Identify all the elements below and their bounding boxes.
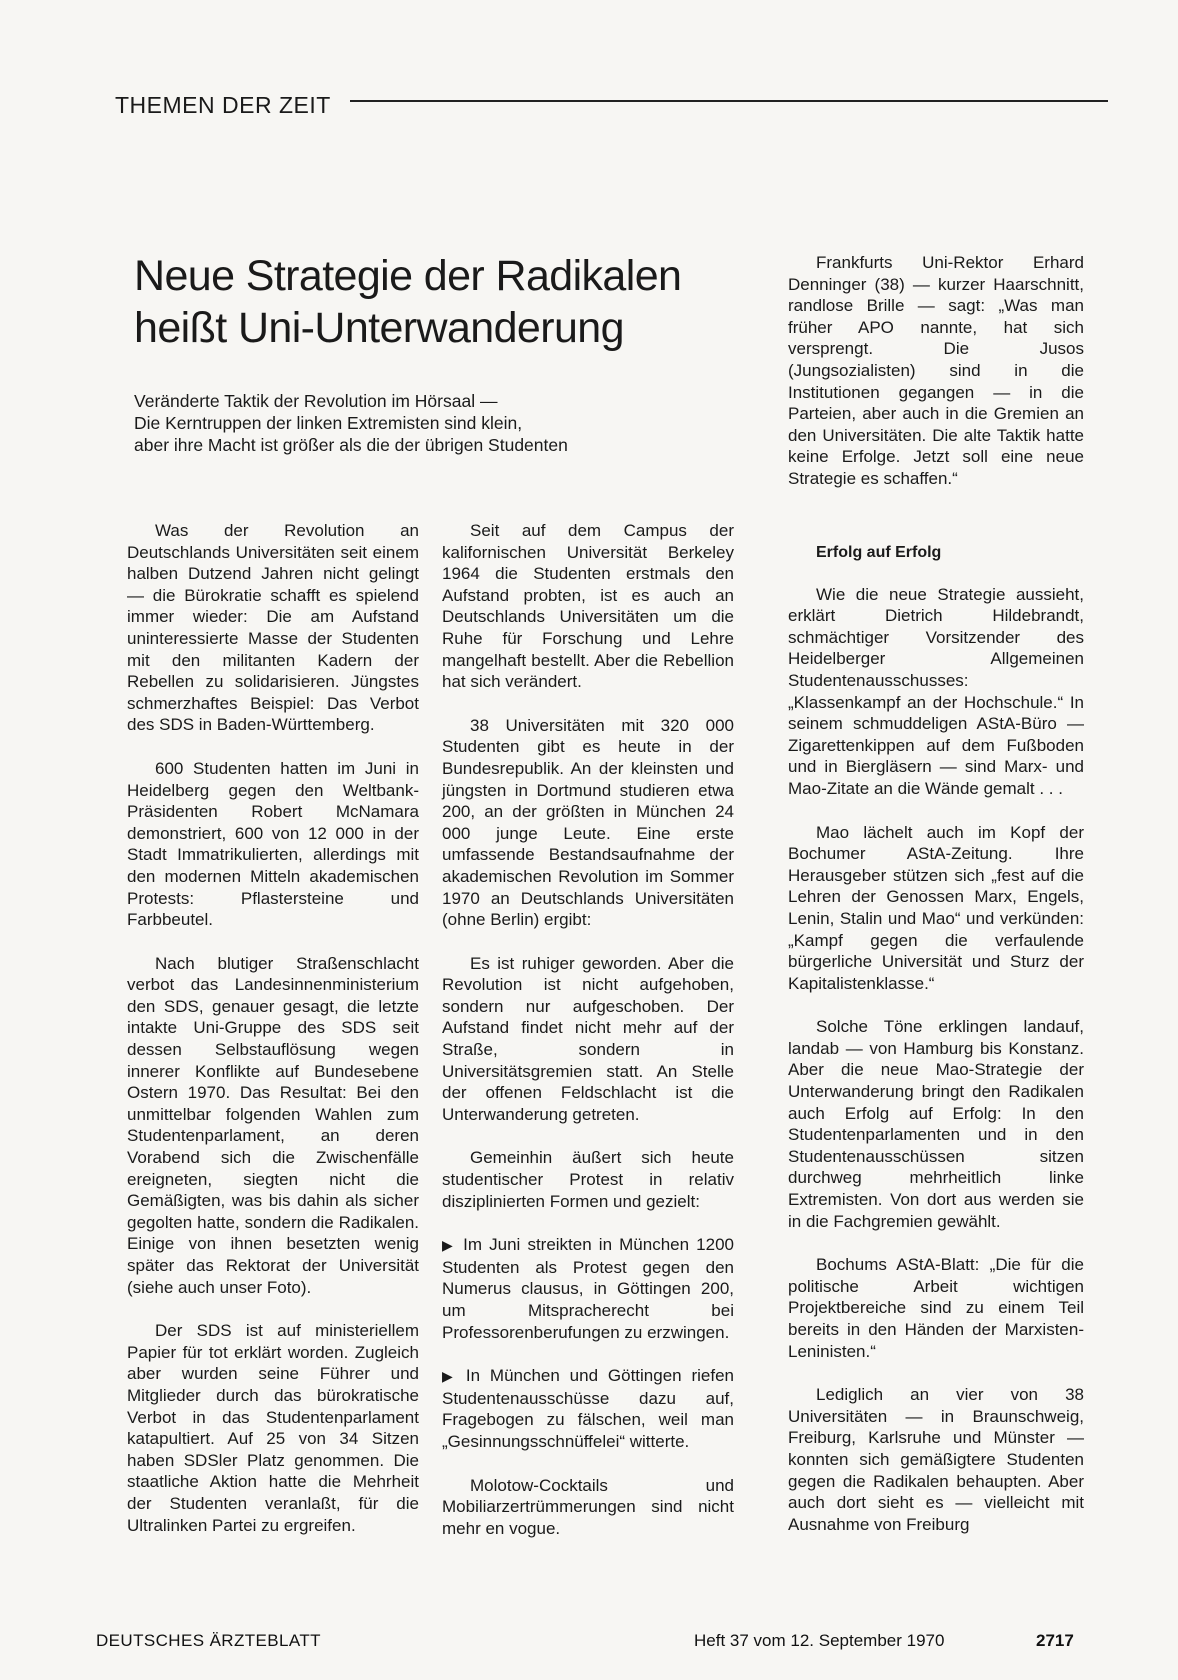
paragraph: Lediglich an vier von 38 Universitäten — in Braunschweig, Freiburg, Karlsruhe und Münster — konnten sich gemäßigtere Studenten gegen die Radikalen behaupten. Aber auch dort sieht es — vielleicht mit Ausnahme von Freiburg [788, 1385, 1084, 1534]
headline [134, 250, 754, 354]
bullet-paragraph [442, 1365, 734, 1452]
column-right [788, 528, 1084, 1557]
headline-line: Neue Strategie der Radikalen [134, 252, 682, 300]
paragraph: Mao lächelt auch im Kopf der Bochumer AStA-Zeitung. Ihre Herausgeber stützen sich „fest auf die Lehren der Genossen Marx, Engels, Lenin, Stalin und Mao“ und verkünden: „Kampf gegen die verfaulende bürgerliche Universität und Sturz der Kapitalistenklasse.“ [788, 822, 1084, 993]
paragraph: Es ist ruhiger geworden. Aber die Revolution ist nicht aufgehoben, sondern nur aufgeschoben. Der Aufstand findet nicht mehr auf der Straße, sondern in Universitätsgremien statt. An Stelle der offenen Feldschlacht ist die Unterwanderung getreten. [442, 953, 734, 1124]
paragraph: 38 Universitäten mit 320 000 Studenten gibt es heute in der Bundesrepublik. An der kleinsten und jüngsten in Dortmund studieren etwa 200, an der größten in München 24 000 junge Leute. Eine erste umfassende Bestandsaufnahme der akademischen Revolution im Sommer 1970 an Deutschlands Universitäten (ohne Berlin) ergibt: [442, 715, 734, 930]
paragraph: Bochums AStA-Blatt: „Die für die politische Arbeit wichtigen Projektbereiche sind zu einem Teil bereits in den Händen der Marxisten-Leninisten.“ [788, 1255, 1084, 1361]
headline-line: heißt Uni-Unterwanderung [134, 304, 624, 352]
column-left [127, 520, 419, 1558]
paragraph: Was der Revolution an Deutschlands Universitäten seit einem halben Dutzend Jahren nicht gelingt — die Bürokratie schafft es spielend immer wieder: Die am Aufstand uninteressierte Masse der Studenten mit den militanten Kadern der Rebellen zu solidarisieren. Jüngstes schmerzhaftes Beispiel: Das Verbot des SDS in Baden-Württemberg. [127, 521, 419, 735]
paragraph: Molotow-Cocktails und Mobiliarzertrümmerungen sind nicht mehr en vogue. [442, 1475, 734, 1538]
subheading: Erfolg auf Erfolg [816, 544, 942, 561]
paragraph: Der SDS ist auf ministeriellem Papier für tot erklärt worden. Zugleich aber wurden seine Führer und Mitglieder durch das bürokratische Verbot in das Studentenparlament katapultiert. Auf 25 von 34 Sitzen haben SDSler Platz genommen. Die staatliche Aktion hatte die Mehrheit der Studenten veranlaßt, für die Ultralinken Partei zu ergreifen. [127, 1321, 419, 1535]
paragraph: Gemeinhin äußert sich heute studentischer Protest in relativ disziplinierten Formen und gezielt: [442, 1148, 734, 1211]
triangle-bullet-icon: ▶ [442, 1368, 458, 1385]
triangle-bullet-icon: ▶ [442, 1237, 456, 1254]
subtitle-line: aber ihre Macht ist größer als die der übrigen Studenten [134, 435, 568, 455]
intro-paragraph: Frankfurts Uni-Rektor Erhard Denninger (38) — kurzer Haarschnitt, randlose Brille — sagt: „Was man früher APO nannte, hat sich versprengt. Die Jusos (Jungsozialisten) sind in die Institutionen gegangen — in die Parteien, aber auch in die Gremien an den Universitäten. Die alte Taktik hatte keine Erfolge. Jetzt soll eine neue Strategie es schaffen.“ [788, 253, 1084, 488]
footer-publication: DEUTSCHES ÄRZTEBLATT [96, 1631, 321, 1650]
section-header: THEMEN DER ZEIT [115, 92, 331, 118]
bullet-text: Im Juni streikten in München 1200 Studenten als Protest gegen den Numerus clausus, in Göttingen 200, um Mitspracherecht bei Professorenberufungen zu erzwingen. [442, 1235, 734, 1342]
header-rule [350, 100, 1108, 102]
paragraph: Solche Töne erklingen landauf, landab — von Hamburg bis Konstanz. Aber die neue Mao-Strategie der Unterwanderung bringt den Radikalen auch Erfolg auf Erfolg: In den Studentenparlamenten und in den Studentenausschüssen sitzen durchweg mehrheitlich linke Extremisten. Von dort aus werden sie in die Fachgremien gewählt. [788, 1017, 1084, 1231]
bullet-paragraph [442, 1234, 734, 1343]
bullet-text: In München und Göttingen riefen Studentenausschüsse dazu auf, Fragebogen zu fälschen, weil man „Gesinnungsschnüffelei“ witterte. [442, 1366, 734, 1451]
page-number: 2717 [1036, 1631, 1074, 1650]
subtitle [134, 390, 654, 456]
footer-issue: Heft 37 vom 12. September 1970 [694, 1631, 945, 1650]
subtitle-line: Die Kerntruppen der linken Extremisten sind klein, [134, 413, 523, 433]
column-middle [442, 520, 734, 1561]
intro-paragraph-block [788, 252, 1084, 490]
paragraph: Seit auf dem Campus der kalifornischen Universität Berkeley 1964 die Studenten erstmals den Aufstand probten, ist es auch an Deutschlands Universitäten um die Ruhe für Forschung und Lehre mangelhaft bestellt. Aber die Rebellion hat sich verändert. [442, 521, 734, 692]
paragraph: Nach blutiger Straßenschlacht verbot das Landesinnenministerium den SDS, genauer gesagt, die letzte intakte Uni-Gruppe des SDS seit dessen Selbstauflösung wegen innerer Konflikte auf Bundesebene Ostern 1970. Das Resultat: Bei den unmittelbar folgenden Wahlen zum Studentenparlament, an deren Vorabend sich die Zwischenfälle ereigneten, siegten nicht die Gemäßigten, was bis dahin als sicher gegolten hatte, sondern die Radikalen. Einige von ihnen besetzten wenig später das Rektorat der Universität (siehe auch unser Foto). [127, 953, 419, 1297]
subtitle-line: Veränderte Taktik der Revolution im Hörsaal — [134, 391, 498, 411]
paragraph: Wie die neue Strategie aussieht, erklärt Dietrich Hildebrandt, schmächtiger Vorsitzender des Heidelberger Allgemeinen Studentenausschusses: „Klassenkampf an der Hochschule.“ In seinem schmuddeligen AStA-Büro — Zigarettenkippen auf dem Fußboden und in Biergläsern — sind Marx- und Mao-Zitate an die Wände gemalt . . . [788, 584, 1084, 798]
paragraph: 600 Studenten hatten im Juni in Heidelberg gegen den Weltbank-Präsidenten Robert McNamara demonstriert, 600 von 12 000 in der Stadt Immatrikulierten, allerdings mit den modernen Mitteln akademischen Protests: Pflastersteine und Farbbeutel. [127, 758, 419, 930]
